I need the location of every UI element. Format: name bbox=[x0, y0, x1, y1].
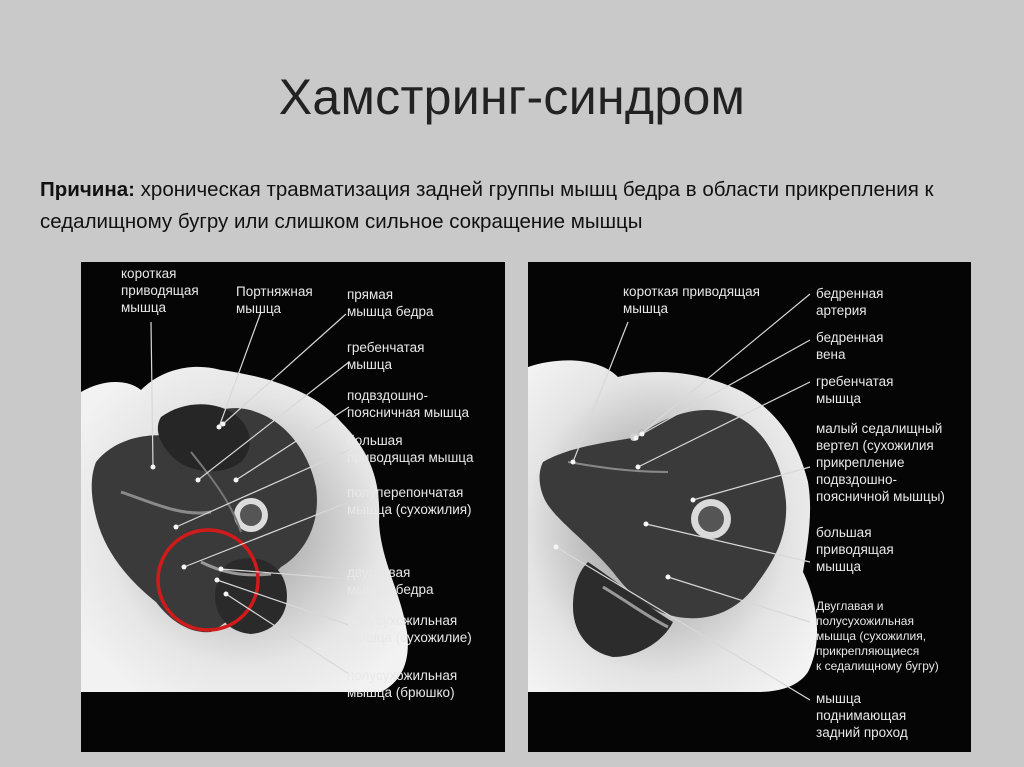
label-iliopsoas: подвздошно- поясничная мышца bbox=[347, 388, 469, 420]
label-pectineus: гребенчатая мышца bbox=[347, 340, 425, 372]
mri-image-left bbox=[81, 262, 505, 752]
cause-label: Причина: bbox=[40, 178, 135, 201]
label-semitendinosus-belly: полусухожильная мышца (брюшко) bbox=[347, 668, 458, 700]
cause-paragraph bbox=[40, 174, 990, 238]
label-femoral-artery: бедренная артерия bbox=[816, 286, 884, 318]
slide-title: Хамстринг-синдром bbox=[278, 69, 746, 125]
cause-text: хроническая травматизация задней группы мышц бедра в области прикрепления к седалищному бугру или слишком сильное сокращение мышцы bbox=[40, 178, 934, 233]
mri-image-right bbox=[528, 262, 971, 752]
mri-drawing-right bbox=[528, 262, 971, 752]
label-short-adductor: короткая приводящая мышца bbox=[121, 266, 199, 315]
label-right-short-adductor: короткая приводящая мышца bbox=[623, 284, 760, 316]
label-semitendinosus-tendon: полусухожильная мышца (сухожилие) bbox=[347, 613, 472, 645]
label-levator-ani: мышца поднимающая задний проход bbox=[816, 691, 908, 740]
label-adductor-magnus: большая приводящая мышца bbox=[347, 433, 474, 465]
label-hamstring-tendons: Двуглавая и полусухожильная мышца (сухожилия, прикрепляющиеся к седалищному бугру) bbox=[816, 599, 939, 673]
label-rectus-femoris: прямая мышца бедра bbox=[347, 287, 434, 319]
label-femoral-vein: бедренная вена bbox=[816, 330, 884, 362]
label-biceps-femoris: двуглавая мышца бедра bbox=[347, 565, 434, 597]
label-sartorius: Портняжная мышца bbox=[236, 284, 313, 316]
label-semimembranosus: полуперепончатая мышца (сухожилия) bbox=[347, 485, 472, 517]
label-right-pectineus: гребенчатая мышца bbox=[816, 374, 894, 406]
label-lesser-trochanter: малый седалищный вертел (сухожилия прикрепление подвздошно- поясничной мышцы) bbox=[816, 421, 945, 504]
label-right-adductor-magnus: большая приводящая мышца bbox=[816, 525, 894, 574]
